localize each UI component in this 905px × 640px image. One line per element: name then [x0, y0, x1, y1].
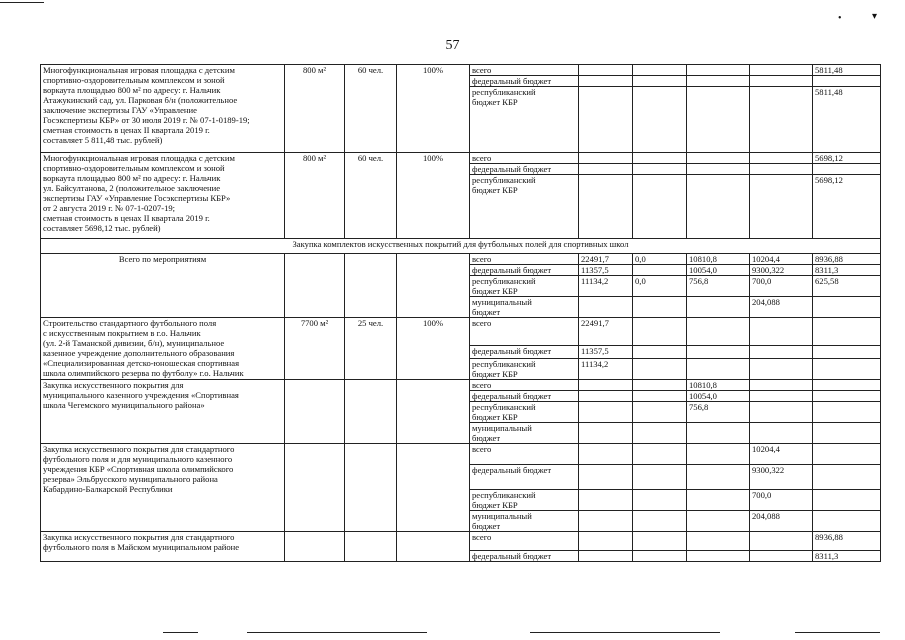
funding-source: всего: [470, 65, 579, 76]
funding-source: всего: [470, 254, 579, 265]
funding-value: 204,088: [750, 297, 813, 318]
funding-value: [687, 153, 750, 164]
funding-value: [750, 318, 813, 346]
funding-value: [750, 551, 813, 562]
funding-value: [687, 164, 750, 175]
activity-description: Закупка искусственного покрытия для муниципального казенного учреждения «Спортивная школа Чегемского муниципального района»: [41, 380, 285, 444]
funding-value: [633, 76, 687, 87]
funding-source: федеральный бюджет: [470, 465, 579, 490]
funding-value: [579, 490, 633, 511]
funding-value: 5811,48: [813, 87, 881, 153]
activity-area: 800 м²: [285, 65, 345, 153]
activity-people: 25 чел.: [345, 318, 397, 380]
funding-source: муниципальный бюджет: [470, 423, 579, 444]
funding-source: республиканский бюджет КБР: [470, 87, 579, 153]
activity-percent: [397, 444, 470, 532]
funding-value: [750, 391, 813, 402]
funding-value: [633, 87, 687, 153]
activity-area: [285, 444, 345, 532]
funding-value: 8936,88: [813, 532, 881, 551]
funding-value: 625,58: [813, 276, 881, 297]
funding-source: федеральный бюджет: [470, 164, 579, 175]
funding-value: [813, 346, 881, 359]
activity-area: 800 м²: [285, 153, 345, 239]
funding-source: республиканский бюджет КБР: [470, 276, 579, 297]
footer-rule: [795, 632, 880, 633]
funding-value: 9300,322: [750, 265, 813, 276]
funding-source: республиканский бюджет КБР: [470, 402, 579, 423]
funding-value: [579, 76, 633, 87]
scan-edge-mark: [0, 2, 44, 3]
funding-source: федеральный бюджет: [470, 265, 579, 276]
funding-source: всего: [470, 444, 579, 465]
activity-people: [345, 380, 397, 444]
activity-description: Закупка искусственного покрытия для стандартного футбольного поля в Майском муниципальном районе: [41, 532, 285, 562]
funding-source: федеральный бюджет: [470, 76, 579, 87]
scan-speck: ▾: [872, 11, 878, 22]
activity-area: [285, 380, 345, 444]
activity-description: Многофункциональная игровая площадка с детским спортивно-оздоровительным комплексом и зоной воркаута площадью 800 м² по адресу: г. Нальчик Атажукинский сад, ул. Парковая б/н (положительное заключение экспертизы ГАУ «Управление Госэкспертизы КБР» от 30 июля 2019 г. № 07-1-0189-19; сметная стоимость в ценах II квартала 2019 г. составляет 5 811,48 тыс. рублей): [41, 65, 285, 153]
total-label: Всего по мероприятиям: [41, 254, 285, 318]
funding-value: [687, 551, 750, 562]
funding-value: 8311,3: [813, 551, 881, 562]
funding-value: 700,0: [750, 490, 813, 511]
funding-value: [579, 380, 633, 391]
funding-value: [633, 465, 687, 490]
funding-value: 22491,7: [579, 318, 633, 346]
activity-description: Строительство стандартного футбольного поля с искусственным покрытием в г.о. Нальчик (ул. 2-й Таманской дивизии, б/н), муниципальное казенное учреждение дополнительного образования «Специализированная детско-юношеская спортивная школа олимпийского резерва по футболу» г.о. Нальчик: [41, 318, 285, 380]
activity-percent: 100%: [397, 318, 470, 380]
funding-value: [813, 76, 881, 87]
footer-rule: [247, 632, 427, 633]
funding-value: [687, 444, 750, 465]
funding-source: всего: [470, 153, 579, 164]
table-row: [41, 153, 881, 164]
funding-source: муниципальный бюджет: [470, 297, 579, 318]
funding-value: [750, 87, 813, 153]
activity-description: Закупка искусственного покрытия для стандартного футбольного поля и для муниципального казенного учреждения КБР «Спортивная школа олимпийского резерва» Эльбрусского муниципального района Кабардино-Балкарской Республики: [41, 444, 285, 532]
section-row: [41, 239, 881, 254]
funding-value: 8936,88: [813, 254, 881, 265]
funding-value: [633, 423, 687, 444]
funding-source: муниципальный бюджет: [470, 511, 579, 532]
funding-value: [579, 164, 633, 175]
funding-source: республиканский бюджет КБР: [470, 359, 579, 380]
funding-value: 0,0: [633, 254, 687, 265]
funding-value: [750, 402, 813, 423]
funding-value: 10204,4: [750, 254, 813, 265]
funding-value: 5698,12: [813, 175, 881, 239]
activity-description: Многофункциональная игровая площадка с детским спортивно-оздоровительным комплексом и зоной воркаута площадью 800 м² по адресу: г. Нальчик ул. Байсултанова, 2 (положительное заключение экспертизы ГАУ «Управление Госэкспертизы КБР» от 2 августа 2019 г. № 07-1-0207-19; сметная стоимость в ценах II квартала 2019 г. составляет 5698,12 тыс. рублей): [41, 153, 285, 239]
funding-value: [813, 490, 881, 511]
activity-area: [285, 254, 345, 318]
funding-value: [633, 153, 687, 164]
funding-value: [687, 465, 750, 490]
funding-value: [813, 297, 881, 318]
funding-value: [633, 65, 687, 76]
activity-area: 7700 м²: [285, 318, 345, 380]
funding-value: [687, 511, 750, 532]
funding-value: [750, 532, 813, 551]
funding-value: 204,088: [750, 511, 813, 532]
funding-value: [687, 346, 750, 359]
funding-value: [750, 380, 813, 391]
funding-value: [687, 532, 750, 551]
footer-rule: [163, 632, 198, 633]
activity-percent: [397, 380, 470, 444]
funding-value: [579, 65, 633, 76]
funding-value: 700,0: [750, 276, 813, 297]
funding-value: [579, 87, 633, 153]
funding-value: [687, 359, 750, 380]
funding-source: республиканский бюджет КБР: [470, 490, 579, 511]
funding-value: [687, 87, 750, 153]
activity-people: 60 чел.: [345, 153, 397, 239]
funding-value: [750, 175, 813, 239]
funding-value: [579, 551, 633, 562]
funding-value: [579, 402, 633, 423]
funding-value: [633, 318, 687, 346]
funding-value: [813, 423, 881, 444]
funding-value: [579, 511, 633, 532]
section-title: Закупка комплектов искусственных покрытий для футбольных полей для спортивных школ: [41, 239, 881, 254]
funding-value: [579, 465, 633, 490]
funding-value: [633, 402, 687, 423]
funding-value: [813, 318, 881, 346]
activity-people: [345, 254, 397, 318]
footer-rule: [530, 632, 720, 633]
funding-value: 22491,7: [579, 254, 633, 265]
table-row: [41, 444, 881, 465]
funding-value: [633, 175, 687, 239]
funding-value: [579, 532, 633, 551]
funding-value: [633, 164, 687, 175]
funding-value: [633, 490, 687, 511]
funding-value: [687, 76, 750, 87]
funding-value: [687, 297, 750, 318]
funding-value: [750, 153, 813, 164]
funding-value: 10054,0: [687, 265, 750, 276]
funding-value: [579, 175, 633, 239]
funding-value: 10810,8: [687, 380, 750, 391]
funding-source: федеральный бюджет: [470, 551, 579, 562]
funding-value: [633, 511, 687, 532]
funding-value: 0,0: [633, 276, 687, 297]
table-row: [41, 65, 881, 76]
funding-value: 11357,5: [579, 346, 633, 359]
funding-value: [579, 444, 633, 465]
funding-value: [750, 423, 813, 444]
funding-source: всего: [470, 380, 579, 391]
funding-value: [813, 164, 881, 175]
funding-value: [633, 359, 687, 380]
funding-value: 11357,5: [579, 265, 633, 276]
funding-value: [687, 65, 750, 76]
table-row: [41, 318, 881, 346]
scan-speck: •: [838, 13, 842, 24]
funding-value: 11134,2: [579, 359, 633, 380]
funding-value: [633, 265, 687, 276]
activity-percent: 100%: [397, 65, 470, 153]
table-row: [41, 532, 881, 551]
table-row: [41, 254, 881, 265]
funding-source: всего: [470, 318, 579, 346]
page-number: 57: [445, 38, 460, 53]
funding-value: 9300,322: [750, 465, 813, 490]
funding-source: республиканский бюджет КБР: [470, 175, 579, 239]
funding-value: [813, 465, 881, 490]
funding-source: всего: [470, 532, 579, 551]
funding-value: [633, 380, 687, 391]
activity-people: [345, 532, 397, 562]
funding-value: [633, 551, 687, 562]
funding-value: [813, 402, 881, 423]
funding-value: 10054,0: [687, 391, 750, 402]
funding-value: [750, 76, 813, 87]
funding-value: 10204,4: [750, 444, 813, 465]
activity-people: [345, 444, 397, 532]
funding-value: [633, 532, 687, 551]
funding-value: [633, 297, 687, 318]
activity-percent: [397, 254, 470, 318]
funding-value: [633, 444, 687, 465]
funding-value: [813, 511, 881, 532]
funding-value: [687, 318, 750, 346]
funding-value: 756,8: [687, 402, 750, 423]
funding-value: [579, 423, 633, 444]
funding-value: [579, 153, 633, 164]
activity-area: [285, 532, 345, 562]
funding-table: [40, 64, 881, 562]
funding-value: [750, 164, 813, 175]
activity-percent: 100%: [397, 153, 470, 239]
funding-source: федеральный бюджет: [470, 391, 579, 402]
funding-value: [750, 346, 813, 359]
funding-value: [813, 380, 881, 391]
activity-people: 60 чел.: [345, 65, 397, 153]
funding-value: [750, 359, 813, 380]
funding-value: [813, 359, 881, 380]
funding-value: [813, 444, 881, 465]
funding-value: [633, 391, 687, 402]
funding-value: [579, 297, 633, 318]
funding-value: 5698,12: [813, 153, 881, 164]
funding-value: 756,8: [687, 276, 750, 297]
funding-value: [579, 391, 633, 402]
funding-value: [687, 490, 750, 511]
funding-value: 8311,3: [813, 265, 881, 276]
funding-value: [687, 175, 750, 239]
funding-value: 5811,48: [813, 65, 881, 76]
funding-value: 10810,8: [687, 254, 750, 265]
funding-value: [813, 391, 881, 402]
funding-source: федеральный бюджет: [470, 346, 579, 359]
funding-value: [750, 65, 813, 76]
funding-value: [687, 423, 750, 444]
table-row: [41, 380, 881, 391]
funding-value: [633, 346, 687, 359]
funding-value: 11134,2: [579, 276, 633, 297]
activity-percent: [397, 532, 470, 562]
